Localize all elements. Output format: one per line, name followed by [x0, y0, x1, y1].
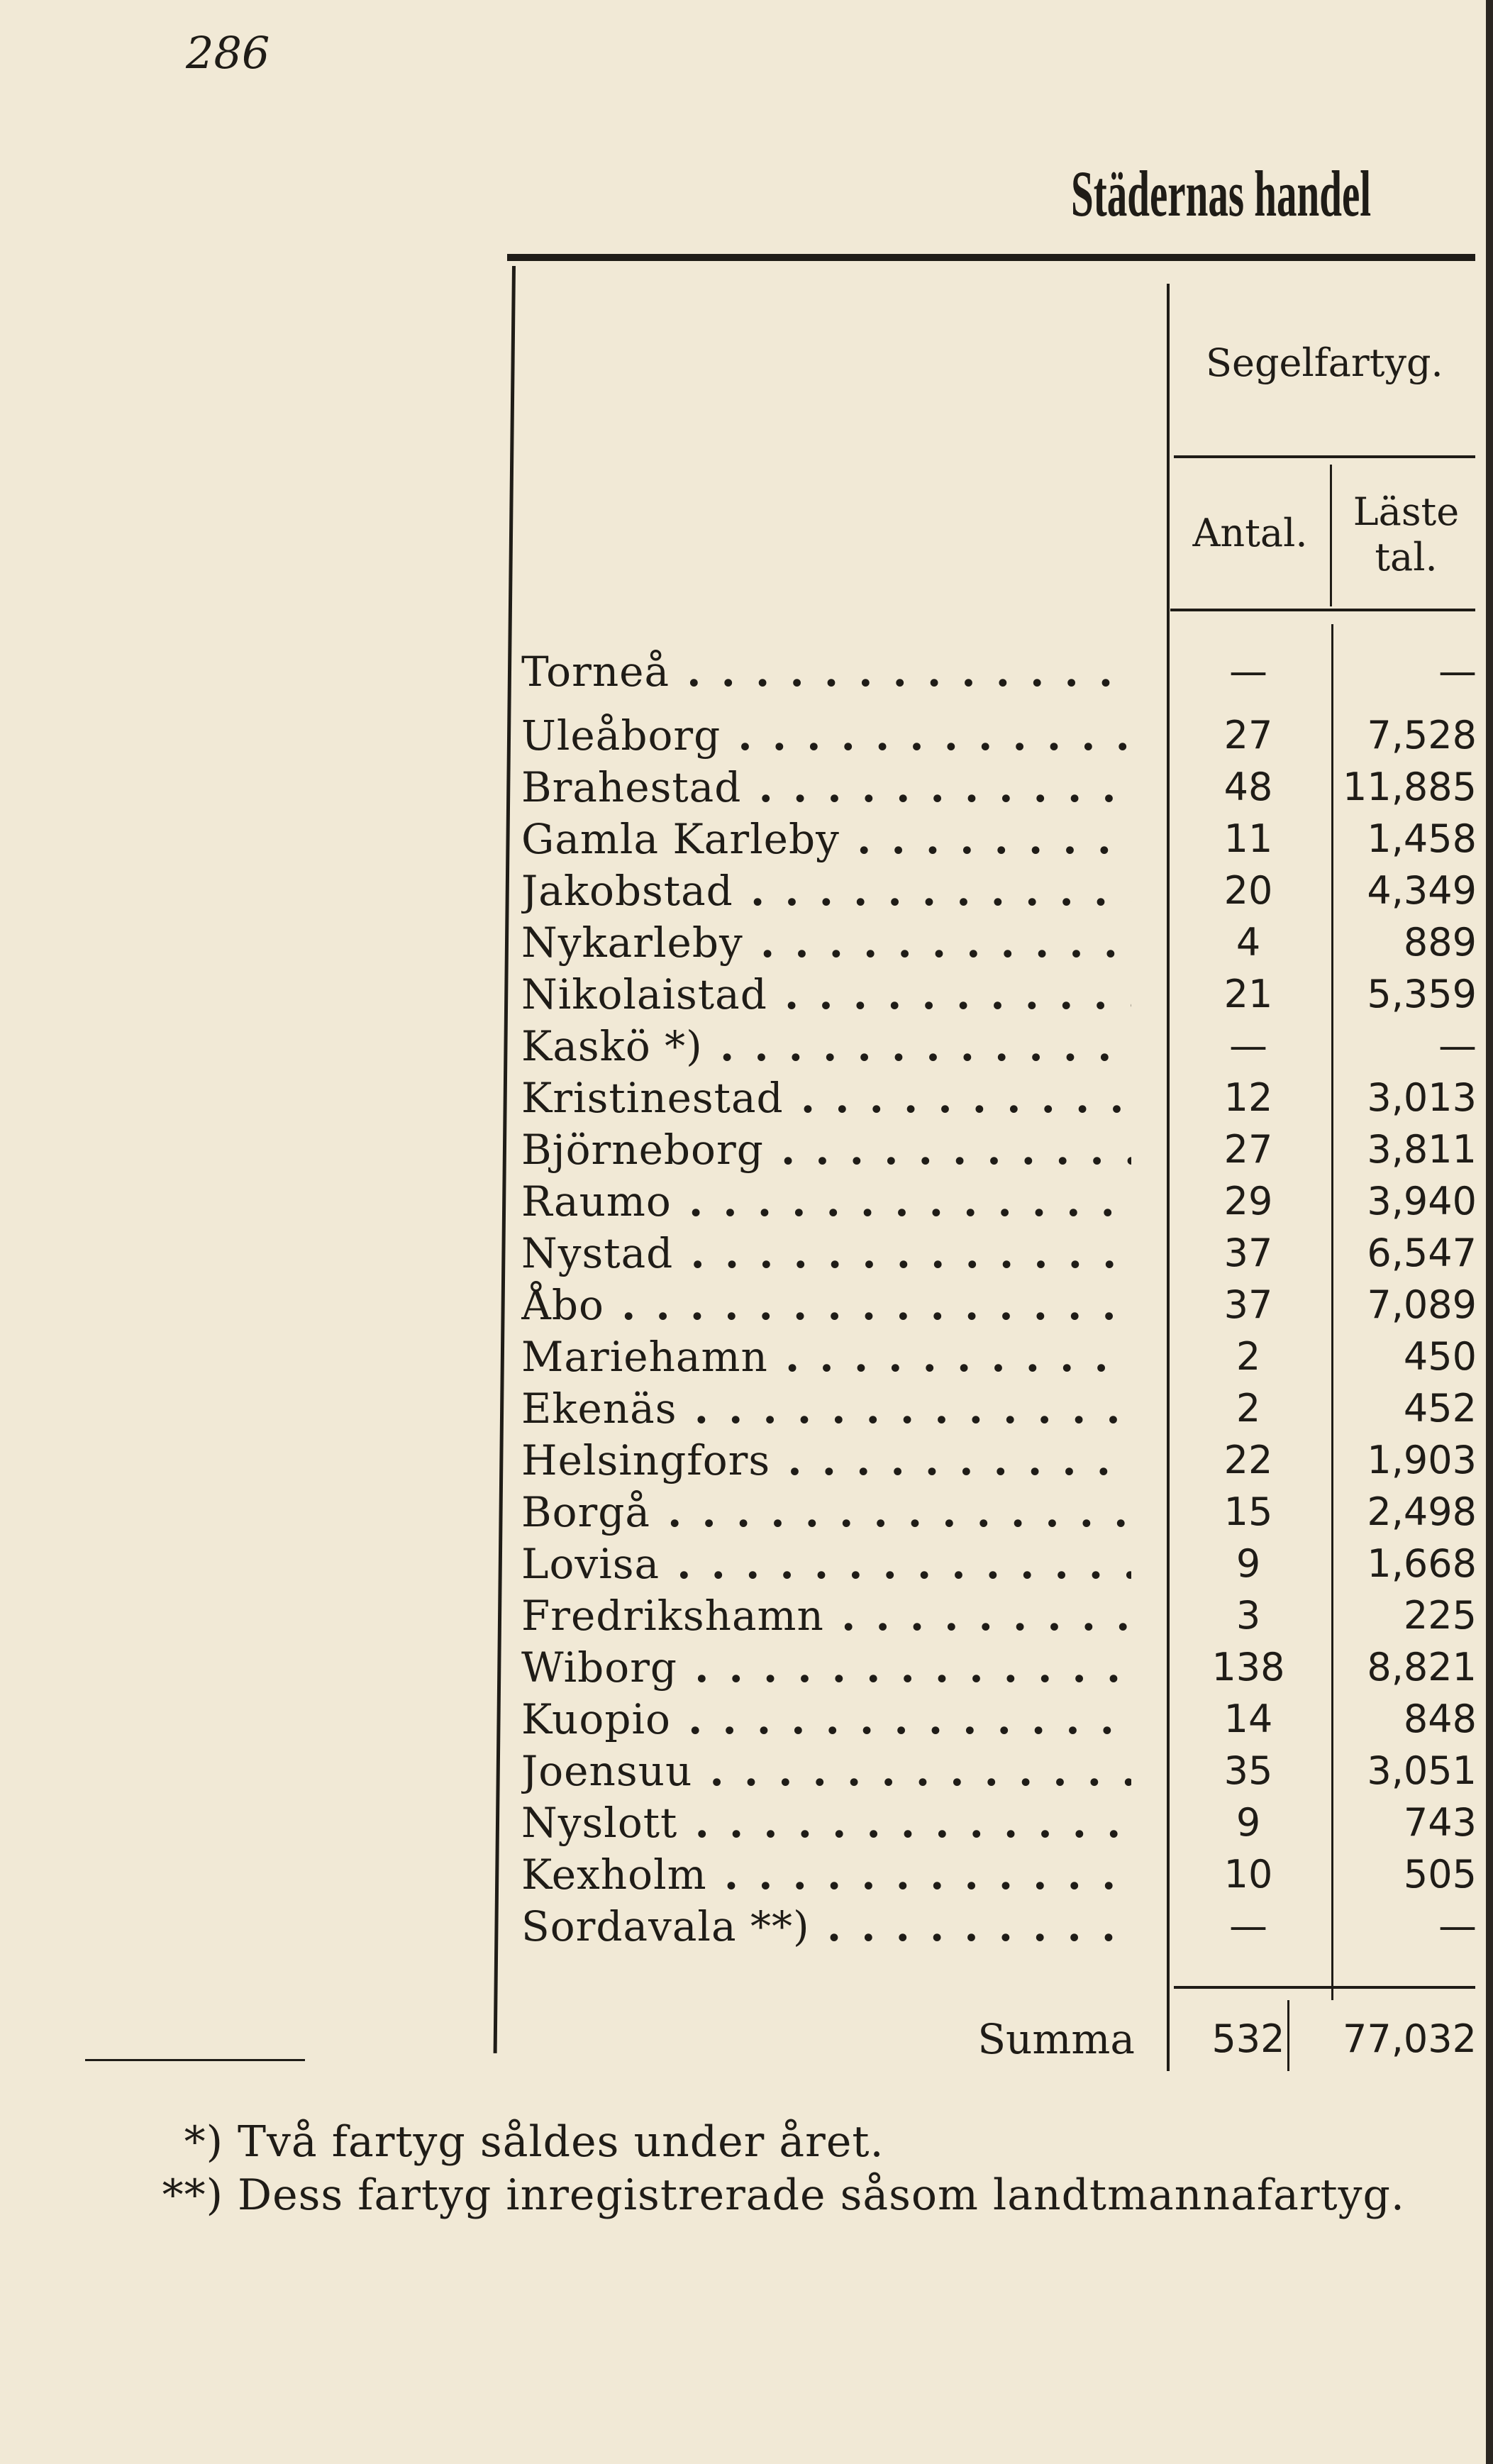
town-name: Nystad . . . — [521, 1227, 1131, 1280]
town-name: Kaskö *) . . . — [521, 1020, 1131, 1072]
laste-value: 1,903 — [1367, 1438, 1477, 1482]
town-name: Jakobstad . . . — [521, 865, 1131, 917]
antal-value: 27 — [1223, 713, 1273, 757]
antal-value: 22 — [1223, 1438, 1273, 1482]
antal-value: 37 — [1223, 1231, 1273, 1275]
antal-value: 14 — [1223, 1697, 1273, 1741]
town-name: Nikolaistad . . . — [521, 968, 1131, 1021]
town-name: Björneborg . . . — [521, 1123, 1131, 1176]
column-header-antal: Antal. — [1192, 511, 1308, 555]
laste-value: — — [1438, 1904, 1477, 1948]
town-name: Nykarleby . . . — [521, 916, 1131, 969]
group-header: Segelfartyg. — [1206, 340, 1443, 385]
page-title: Städernas handel — [1071, 157, 1372, 230]
page-number: 286 — [186, 27, 270, 79]
table-row — [0, 761, 1493, 814]
footnote-mark: **) — [162, 2170, 223, 2220]
town-name: Helsingfors . . . — [521, 1434, 1131, 1487]
town-name: Sordavala **) . . . — [521, 1900, 1131, 1953]
table-row — [0, 813, 1493, 865]
town-name: Joensuu . . . — [521, 1745, 1131, 1797]
laste-value: 3,051 — [1367, 1748, 1477, 1793]
footnote-mark: *) — [184, 2117, 223, 2167]
column-divider-rule — [1330, 465, 1332, 606]
town-name: Raumo . . . — [521, 1175, 1131, 1228]
table-row — [0, 1175, 1493, 1228]
town-name: Nyslott . . . — [521, 1797, 1131, 1849]
column-header-laste: Läste tal. — [1353, 489, 1460, 579]
table-row — [0, 865, 1493, 917]
table-row — [0, 1486, 1493, 1538]
antal-value: — — [1229, 1023, 1267, 1068]
antal-value: 48 — [1223, 765, 1273, 809]
summa-rule — [1174, 1986, 1475, 1989]
town-name: Kuopio . . . — [521, 1693, 1131, 1746]
laste-value: 848 — [1403, 1697, 1477, 1741]
table-row — [0, 1538, 1493, 1590]
antal-value: 20 — [1223, 868, 1273, 913]
antal-value: — — [1229, 1904, 1267, 1948]
table-row — [0, 916, 1493, 969]
town-name: Åbo . . . — [521, 1279, 1131, 1331]
antal-value: 21 — [1223, 972, 1273, 1016]
laste-value: 452 — [1403, 1386, 1477, 1431]
antal-value: 35 — [1223, 1748, 1273, 1793]
antal-value: 29 — [1223, 1179, 1273, 1223]
table-row — [0, 1072, 1493, 1124]
laste-value: 4,349 — [1367, 868, 1477, 913]
town-name: Gamla Karleby . . . — [521, 813, 1131, 865]
table-row — [0, 1020, 1493, 1072]
town-name: Borgå . . . — [521, 1486, 1131, 1538]
footnote-text: Två fartyg såldes under året. — [238, 2117, 884, 2167]
table-row — [0, 1848, 1493, 1901]
laste-value: 8,821 — [1367, 1645, 1477, 1689]
laste-value: 743 — [1403, 1800, 1477, 1845]
town-name: Mariehamn . . . — [521, 1331, 1131, 1383]
town-name: Ekenäs . . . — [521, 1382, 1131, 1435]
antal-value: 27 — [1223, 1127, 1273, 1172]
table-row — [0, 968, 1493, 1021]
table-row — [0, 1227, 1493, 1280]
laste-value: 7,089 — [1367, 1282, 1477, 1327]
antal-value: — — [1229, 649, 1267, 694]
summa-laste: 77,032 — [1343, 2016, 1477, 2061]
laste-value: 1,458 — [1367, 816, 1477, 861]
town-name: Wiborg . . . — [521, 1641, 1131, 1694]
summa-antal: 532 — [1211, 2016, 1285, 2061]
antal-value: 10 — [1223, 1852, 1273, 1897]
laste-value: 1,668 — [1367, 1541, 1477, 1586]
antal-value: 138 — [1211, 1645, 1285, 1689]
table-row — [0, 1382, 1493, 1435]
laste-value: 3,940 — [1367, 1179, 1477, 1223]
antal-value: 2 — [1236, 1386, 1261, 1431]
table-row — [0, 1589, 1493, 1642]
antal-value: 2 — [1236, 1334, 1261, 1379]
antal-value: 12 — [1223, 1075, 1273, 1120]
laste-value: 889 — [1403, 920, 1477, 965]
table-row — [0, 1331, 1493, 1383]
table-row — [0, 709, 1493, 762]
table-row — [0, 1123, 1493, 1176]
antal-value: 9 — [1236, 1541, 1261, 1586]
footnote-text: Dess fartyg inregistrerade såsom landtmannafartyg. — [238, 2170, 1406, 2220]
table-row — [0, 1745, 1493, 1797]
town-name: Brahestad . . . — [521, 761, 1131, 814]
laste-value: 5,359 — [1367, 972, 1477, 1016]
town-name: Kristinestad . . . — [521, 1072, 1131, 1124]
antal-value: 3 — [1236, 1593, 1261, 1638]
antal-value: 9 — [1236, 1800, 1261, 1845]
laste-value: 450 — [1403, 1334, 1477, 1379]
laste-value: 7,528 — [1367, 713, 1477, 757]
summa-row — [0, 2013, 1493, 2065]
laste-value: — — [1438, 1023, 1477, 1068]
table-row — [0, 1693, 1493, 1746]
laste-value: 6,547 — [1367, 1231, 1477, 1275]
laste-value: 225 — [1403, 1593, 1477, 1638]
table-row — [0, 1641, 1493, 1694]
column-header-rule — [1170, 609, 1475, 611]
summa-label: Summa — [977, 2015, 1135, 2063]
laste-value: 505 — [1403, 1852, 1477, 1897]
laste-value: 3,811 — [1367, 1127, 1477, 1172]
town-name: Kexholm . . . — [521, 1848, 1131, 1901]
footnote-1 — [160, 2117, 884, 2167]
table-row — [0, 645, 1493, 698]
antal-value: 4 — [1236, 920, 1261, 965]
laste-value: 11,885 — [1343, 765, 1477, 809]
antal-value: 15 — [1223, 1489, 1273, 1534]
table-row — [0, 1797, 1493, 1849]
town-name: Fredrikshamn . . . — [521, 1589, 1131, 1642]
footnote-2 — [160, 2170, 1405, 2220]
antal-value: 37 — [1223, 1282, 1273, 1327]
town-name: Lovisa . . . — [521, 1538, 1131, 1590]
town-name: Uleåborg . . . — [521, 709, 1131, 762]
town-name: Torneå . . . — [521, 645, 1131, 698]
laste-value: 2,498 — [1367, 1489, 1477, 1534]
table-row — [0, 1279, 1493, 1331]
laste-value: 3,013 — [1367, 1075, 1477, 1120]
group-header-rule — [1174, 455, 1475, 458]
laste-value: — — [1438, 649, 1477, 694]
table-row — [0, 1900, 1493, 1953]
antal-value: 11 — [1223, 816, 1273, 861]
top-rule — [507, 254, 1475, 261]
table-row — [0, 1434, 1493, 1487]
